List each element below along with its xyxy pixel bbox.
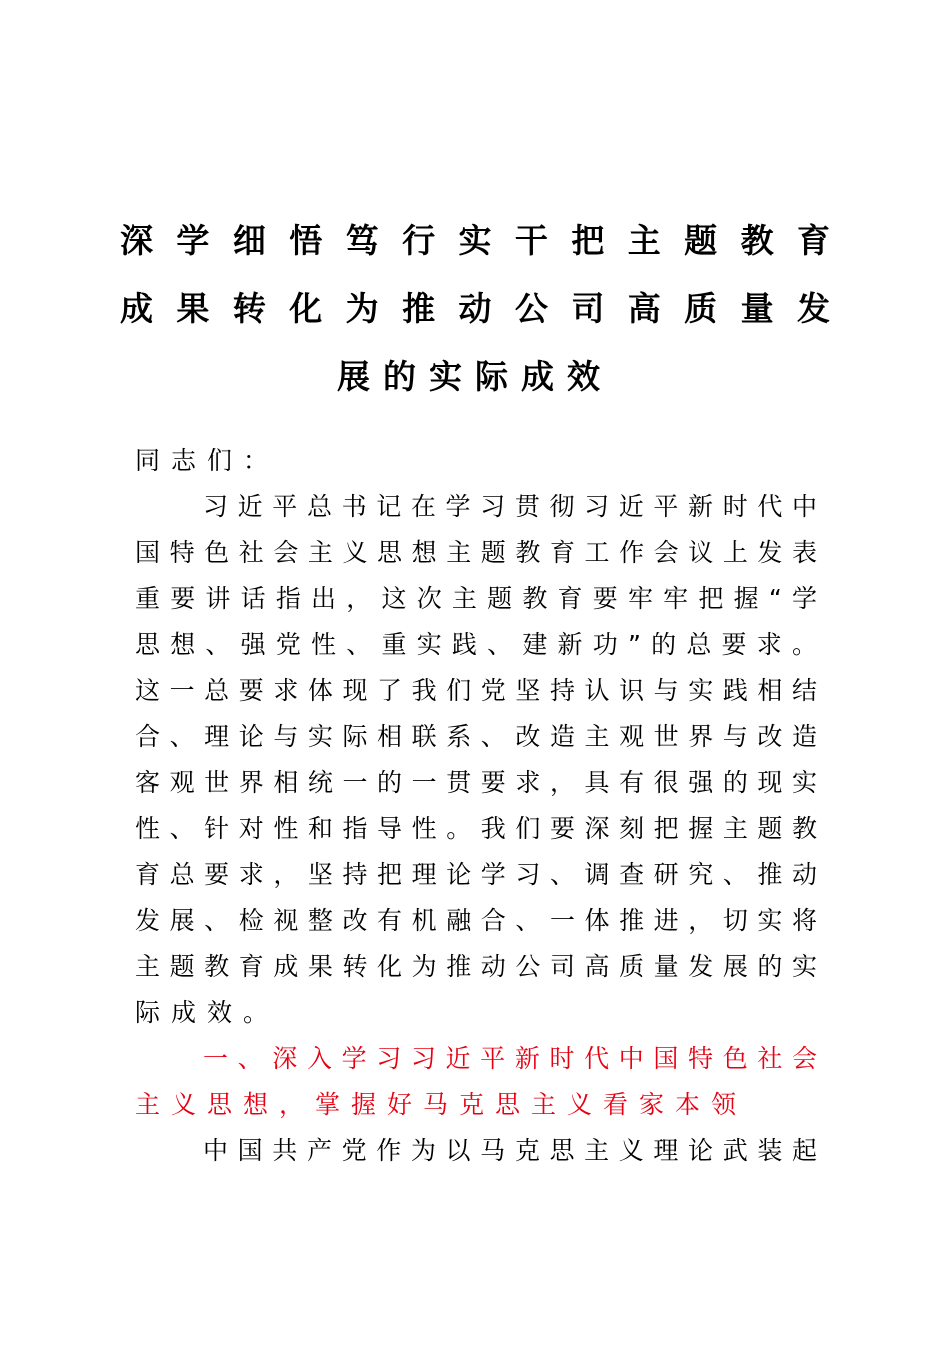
paragraph-line: 主题教育成果转化为推动公司高质量发展的实 — [135, 952, 817, 981]
paragraph-line: 重要讲话指出，这次主题教育要牢牢把握“学 — [135, 584, 817, 613]
paragraph-line: 际成效。 — [135, 998, 280, 1027]
salutation: 同志们： — [135, 446, 280, 475]
heading-line: 主义思想，掌握好马克思主义看家本领 — [135, 1090, 748, 1119]
paragraph-line: 这一总要求体现了我们党坚持认识与实践相结 — [135, 676, 817, 705]
paragraph-line: 思想、强党性、重实践、建新功”的总要求。 — [135, 630, 817, 659]
title-line-3: 展的实际成效 — [337, 357, 613, 396]
title-line-1: 深学细悟笃行实干把主题教育 — [120, 221, 830, 260]
paragraph-line: 国特色社会主义思想主题教育工作会议上发表 — [135, 538, 817, 567]
paragraph-line: 合、理论与实际相联系、改造主观世界与改造 — [135, 722, 817, 751]
paragraph-1 — [135, 484, 817, 1036]
section-heading-1 — [135, 1036, 817, 1128]
heading-line: 一、深入学习习近平新时代中国特色社会 — [203, 1044, 817, 1073]
paragraph-2 — [135, 1128, 817, 1174]
title-line-2: 成果转化为推动公司高质量发 — [120, 289, 830, 328]
paragraph-line: 育总要求，坚持把理论学习、调查研究、推动 — [135, 860, 817, 889]
document-body — [135, 438, 817, 1174]
paragraph-line: 性、针对性和指导性。我们要深刻把握主题教 — [135, 814, 817, 843]
paragraph-line: 习近平总书记在学习贯彻习近平新时代中 — [203, 492, 817, 521]
document-title — [120, 207, 830, 411]
paragraph-line: 中国共产党作为以马克思主义理论武装起 — [203, 1136, 817, 1165]
paragraph-line: 发展、检视整改有机融合、一体推进，切实将 — [135, 906, 817, 935]
paragraph-line: 客观世界相统一的一贯要求，具有很强的现实 — [135, 768, 817, 797]
